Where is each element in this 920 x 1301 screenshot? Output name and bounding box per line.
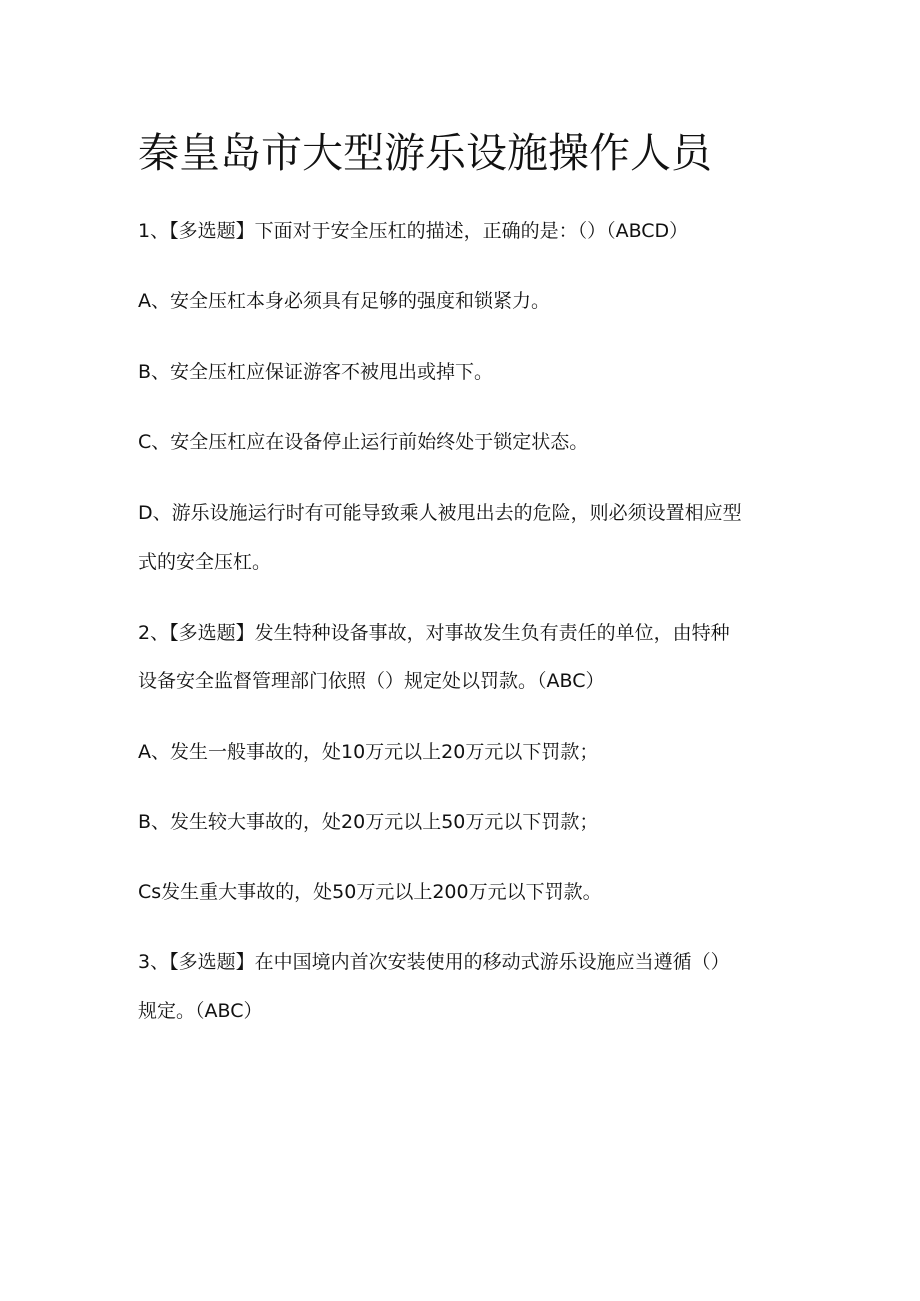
question-3-stem-continued: 规定。（ABC） (138, 1000, 263, 1022)
question-1-option-a: A、安全压杠本身必须具有足够的强度和锁紧力。 (138, 290, 550, 312)
question-1-option-d-continued: 式的安全压杠。 (138, 551, 272, 573)
question-2-stem-continued: 设备安全监督管理部门依照（）规定处以罚款。（ABC） (138, 670, 605, 692)
question-1-option-b: B、安全压杠应保证游客不被甩出或掉下。 (138, 361, 494, 383)
question-2-option-c: Cs发生重大事故的，处50万元以上200万元以下罚款。 (138, 881, 602, 903)
question-1-stem: 1、【多选题】下面对于安全压杠的描述，正确的是：（）（ABCD） (138, 220, 689, 242)
question-2-option-b: B、发生较大事故的，处20万元以上50万元以下罚款； (138, 811, 599, 833)
question-2-option-a: A、发生一般事故的，处10万元以上20万元以下罚款； (138, 741, 599, 763)
question-1-option-d: D、游乐设施运行时有可能导致乘人被甩出去的危险，则必须设置相应型 (138, 502, 742, 524)
question-2-stem: 2、【多选题】发生特种设备事故，对事故发生负有责任的单位，由特种 (138, 622, 730, 644)
document-title: 秦皇岛市大型游乐设施操作人员 (138, 129, 712, 177)
question-1-option-c: C、安全压杠应在设备停止运行前始终处于锁定状态。 (138, 431, 589, 453)
question-3-stem: 3、【多选题】在中国境内首次安装使用的移动式游乐设施应当遵循（） (138, 951, 730, 973)
